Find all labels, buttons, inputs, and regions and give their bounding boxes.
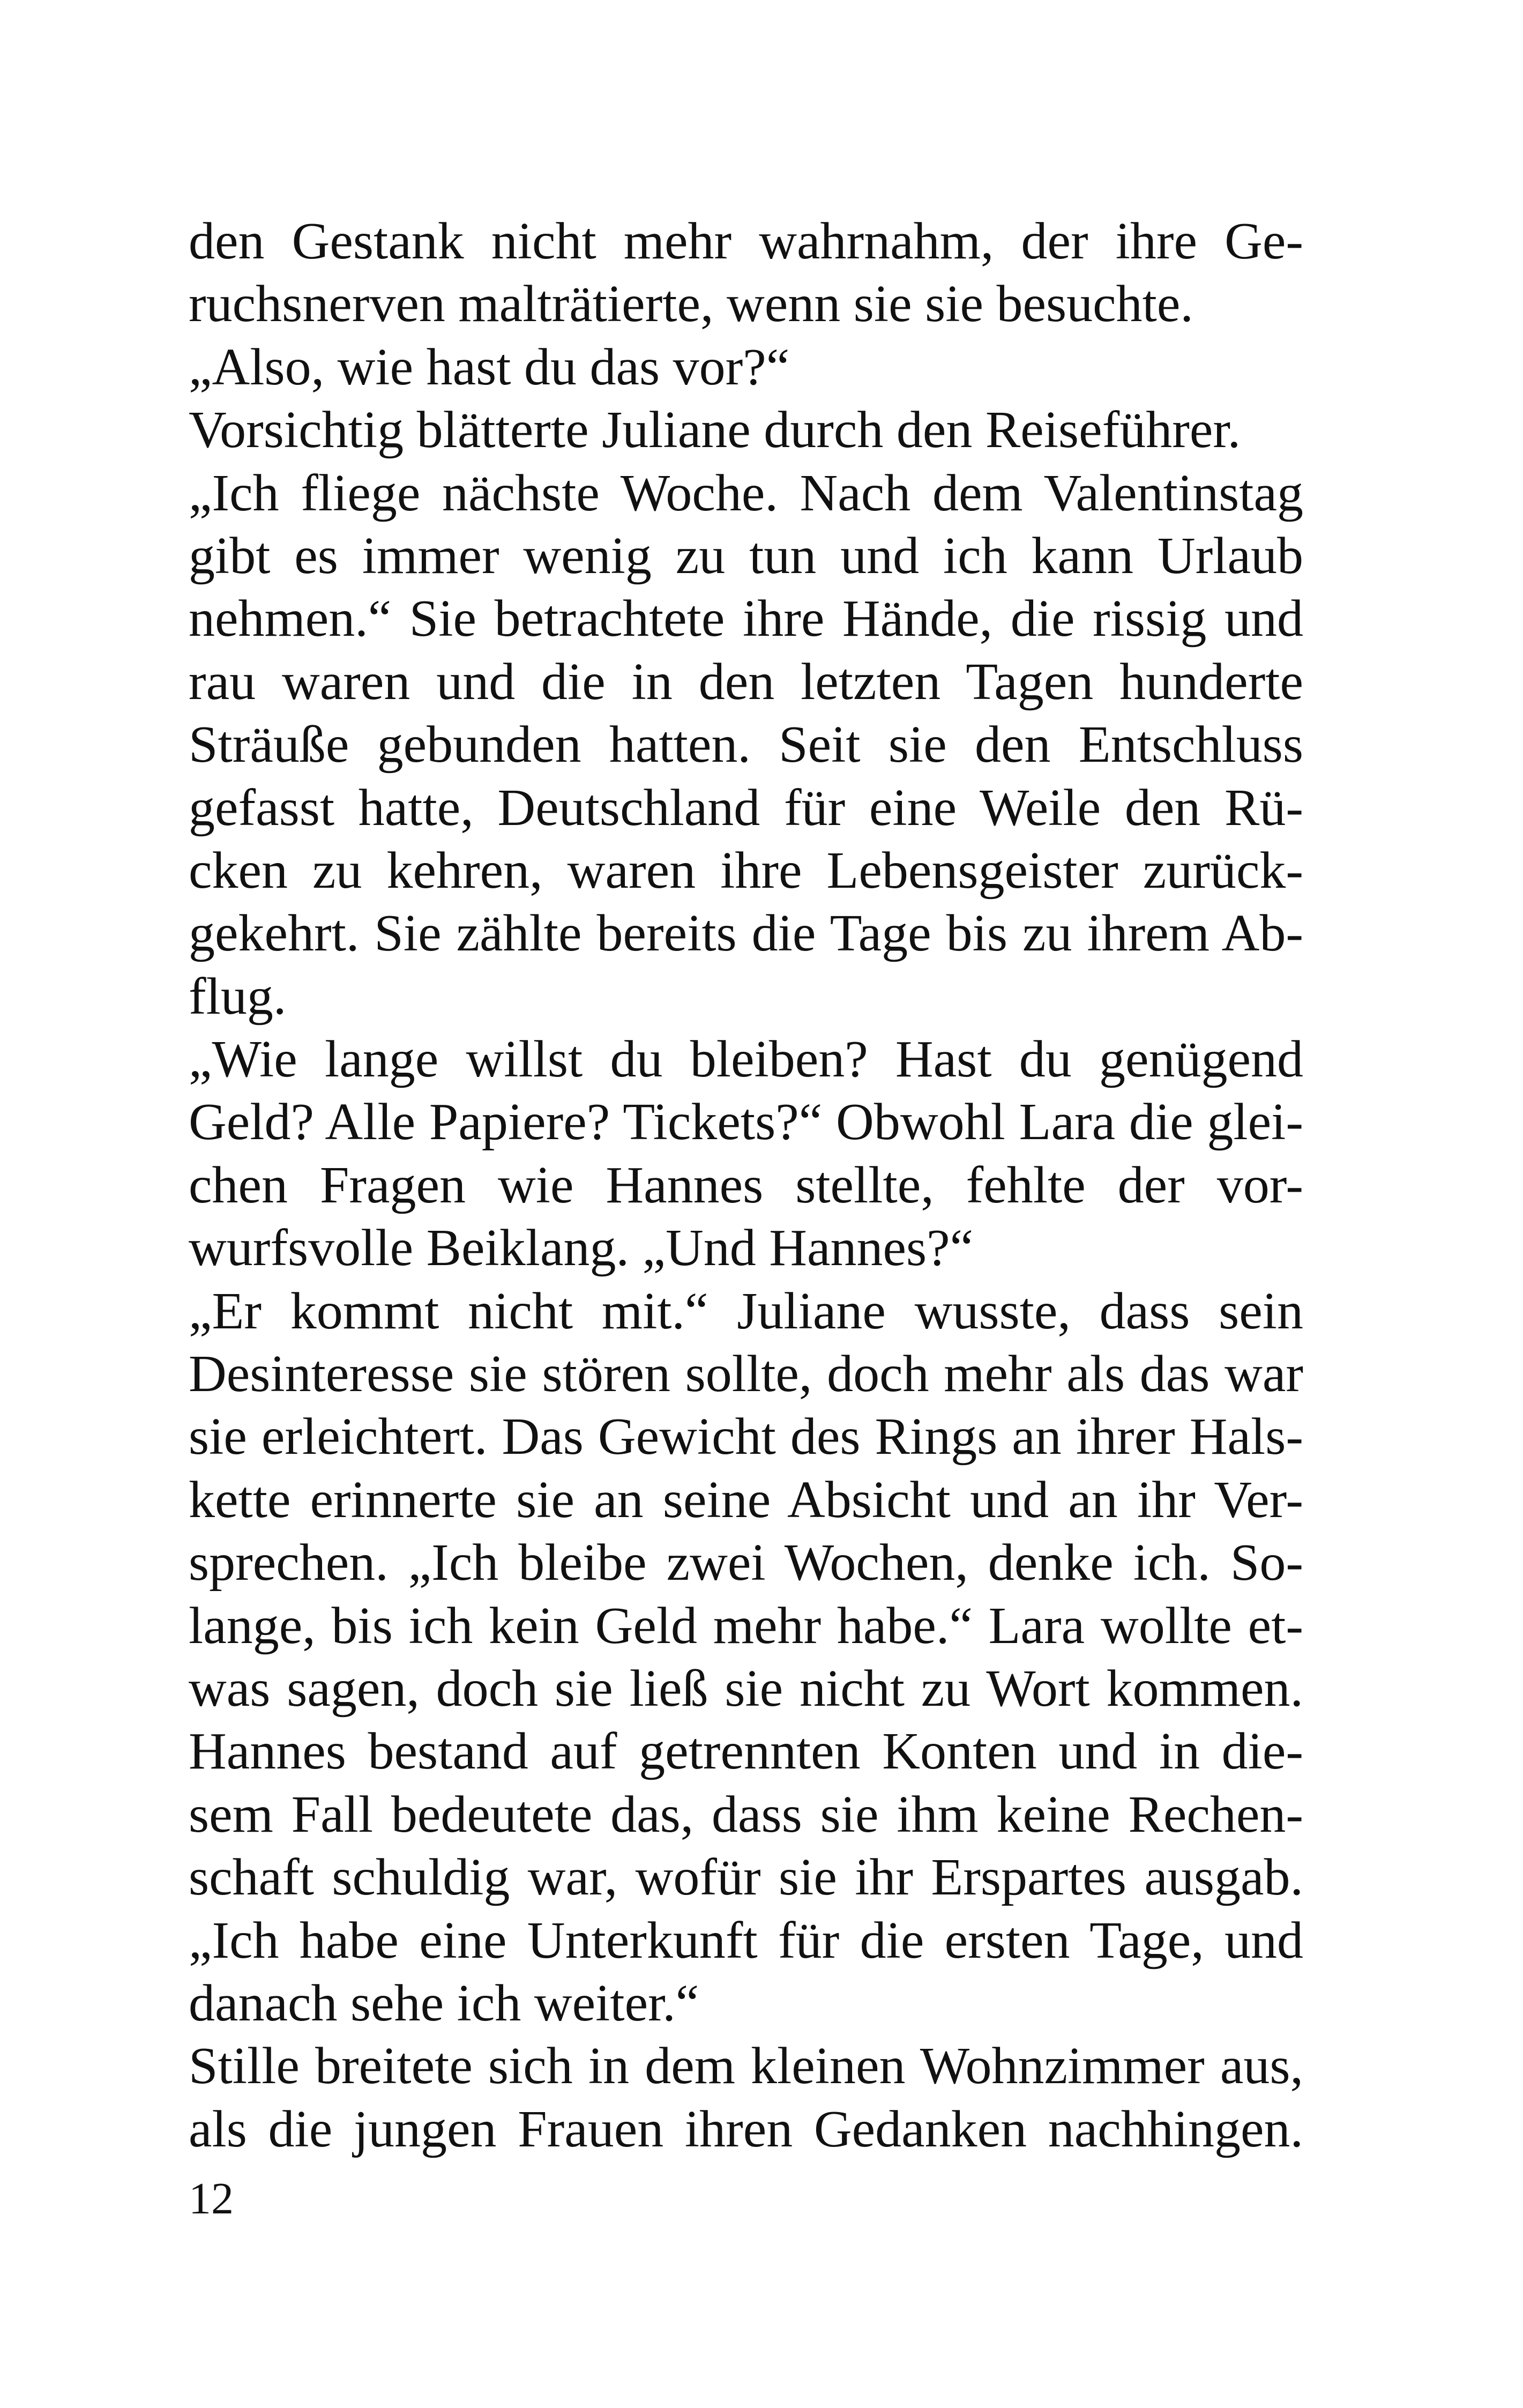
text-line: flug. bbox=[189, 967, 287, 1025]
text-line: schaft schuldig war, wofür sie ihr Erspartes ausgab. bbox=[189, 1848, 1303, 1907]
text-line: „Wie lange willst du bleiben? Hast du genügend bbox=[189, 1030, 1303, 1089]
text-line: den Gestank nicht mehr wahrnahm, der ihre Ge- bbox=[189, 212, 1303, 270]
body-text bbox=[189, 210, 1303, 2161]
text-line: gekehrt. Sie zählte bereits die Tage bis zu ihrem Ab- bbox=[189, 904, 1303, 963]
text-line: wurfsvolle Beiklang. „Und Hannes?“ bbox=[189, 1219, 974, 1277]
text-line: „Ich habe eine Unterkunft für die ersten Tage, und bbox=[189, 1911, 1303, 1969]
text-line: Geld? Alle Papiere? Tickets?“ Obwohl Lara die glei- bbox=[189, 1093, 1303, 1151]
text-line: ruchsnerven malträtierte, wenn sie sie besuchte. bbox=[189, 275, 1193, 333]
text-line: sem Fall bedeutete das, dass sie ihm keine Rechen- bbox=[189, 1785, 1303, 1844]
text-line: Sträuße gebunden hatten. Seit sie den Entschluss bbox=[189, 716, 1303, 774]
text-line: Vorsichtig blätterte Juliane durch den Reiseführer. bbox=[189, 401, 1241, 459]
text-line: lange, bis ich kein Geld mehr habe.“ Lara wollte et- bbox=[189, 1596, 1303, 1655]
text-line: sie erleichtert. Das Gewicht des Rings an ihrer Hals- bbox=[189, 1408, 1303, 1466]
text-line: gefasst hatte, Deutschland für eine Weile den Rü- bbox=[189, 778, 1303, 837]
text-line: danach sehe ich weiter.“ bbox=[189, 1974, 699, 2032]
text-line: als die jungen Frauen ihren Gedanken nachhingen. bbox=[189, 2100, 1303, 2158]
text-line: sprechen. „Ich bleibe zwei Wochen, denke ich. So- bbox=[189, 1534, 1303, 1592]
text-line: „Er kommt nicht mit.“ Juliane wusste, dass sein bbox=[189, 1282, 1303, 1340]
text-line: chen Fragen wie Hannes stellte, fehlte der vor- bbox=[189, 1156, 1303, 1214]
text-line: „Ich fliege nächste Woche. Nach dem Valentinstag bbox=[189, 464, 1303, 522]
text-line: „Also, wie hast du das vor?“ bbox=[189, 338, 790, 396]
text-line: kette erinnerte sie an seine Absicht und an ihr Ver- bbox=[189, 1470, 1303, 1529]
text-line: was sagen, doch sie ließ sie nicht zu Wort kommen. bbox=[189, 1659, 1303, 1718]
page-number: 12 bbox=[189, 2174, 234, 2224]
text-line: Stille breitete sich in dem kleinen Wohnzimmer aus, bbox=[189, 2037, 1303, 2095]
text-line: cken zu kehren, waren ihre Lebensgeister zurück- bbox=[189, 841, 1303, 900]
text-line: rau waren und die in den letzten Tagen hunderte bbox=[189, 652, 1303, 711]
text-line: gibt es immer wenig zu tun und ich kann Urlaub bbox=[189, 526, 1303, 585]
text-line: Desinteresse sie stören sollte, doch mehr als das war bbox=[189, 1345, 1303, 1403]
text-line: Hannes bestand auf getrennten Konten und in die- bbox=[189, 1722, 1303, 1781]
text-line: nehmen.“ Sie betrachtete ihre Hände, die rissig und bbox=[189, 590, 1303, 648]
